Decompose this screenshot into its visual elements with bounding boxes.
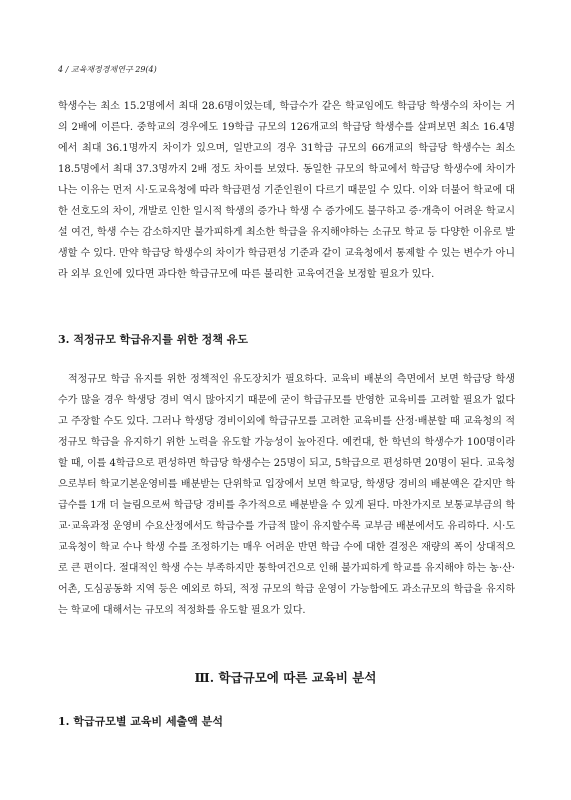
body-paragraph-1: 학생수는 최소 15.2명에서 최대 28.6명이었는데, 학급수가 같은 학교임에도 학급당 학생수의 차이는 거의 2배에 이른다. 중학교의 경우에도 19학급 규모의 126개교의 학급당 학생수를 살펴보면 최소 16.4명에서 최대 36.1명까지 차이가 있으며, 일반고의 경우 31학급 규모의 66개교의 학급당 학생수는 최소 18.5명에서 최대 37.3명까지 2배 정도 차이를 보였다. 동일한 규모의 학교에서 학급당 학생수에 차이가 나는 이유는 먼저 시·도교육청에 따라 학급편성 기준인원이 다르기 때문일 수 있다. 이와 더불어 학교에 대한 선호도의 차이, 개발로 인한 일시적 학생의 증가나 학생 수 증가에도 불구하고 증·개축이 어려운 학교시설 여건, 학생 수는 감소하지만 불가피하게 최소한 학급을 유지해야하는 소규모 학교 등 다양한 이유로 발생할 수 있다. 만약 학급당 학생수의 차이가 학급편성 기준과 같이 교육청에서 통제할 수 있는 변수가 아니라 외부 요인에 있다면 과다한 학급규모에 따른 불리한 교육여건을 보정할 필요가 있다. <box>58 101 515 280</box>
subsection-heading-1: 1. 학급규모별 교육비 세출액 분석 <box>58 715 223 728</box>
section-heading-3: 3. 적정규모 학급유지를 위한 정책 유도 <box>58 333 249 346</box>
body-paragraph-2: 적정규모 학급 유지를 위한 정책적인 유도장치가 필요하다. 교육비 배분의 측면에서 보면 학급당 학생수가 많을 경우 학생당 경비 역시 많아지기 때문에 굳이 학급규모를 반영한 교육비를 고려할 필요가 없다고 주장할 수도 있다. 그러나 학생당 경비이외에 학급규모를 고려한 교육비를 산정·배분할 때 교육청의 적정규모 학급을 유지하기 위한 노력을 유도할 가능성이 높아진다. 예컨대, 한 학년의 학생수가 100명이라 할 때, 이를 4학급으로 편성하면 학급당 학생수는 25명이 되고, 5학급으로 편성하면 20명이 된다. 교육청으로부터 학교기본운영비를 배분받는 단위학교 입장에서 보면 학교당, 학생당 경비의 배분액은 같지만 학급수를 1개 더 늘림으로써 학급당 경비를 추가적으로 배분받을 수 있게 된다. 마찬가지로 보통교부금의 학교·교육과정 운영비 수요산정에서도 학급수를 가급적 많이 유지할수록 교부금 배분에서도 유리하다. 시·도교육청이 학교 수나 학생 수를 조정하기는 매우 어려운 반면 학급 수에 대한 결정은 재량의 폭이 상대적으로 큰 편이다. 절대적인 학생 수는 부족하지만 통학여건으로 인해 불가피하게 학교를 유지해야 하는 농·산·어촌, 도심공동화 지역 등은 예외로 하되, 적정 규모의 학급 운영이 가능함에도 과소규모의 학급을 유지하는 학교에 대해서는 규모의 적정화를 유도할 필요가 있다. <box>58 374 515 616</box>
running-header: 4 / 교육재정경제연구 29(4) <box>58 65 157 74</box>
chapter-heading: Ⅲ. 학급규모에 따른 교육비 분석 <box>194 670 377 685</box>
